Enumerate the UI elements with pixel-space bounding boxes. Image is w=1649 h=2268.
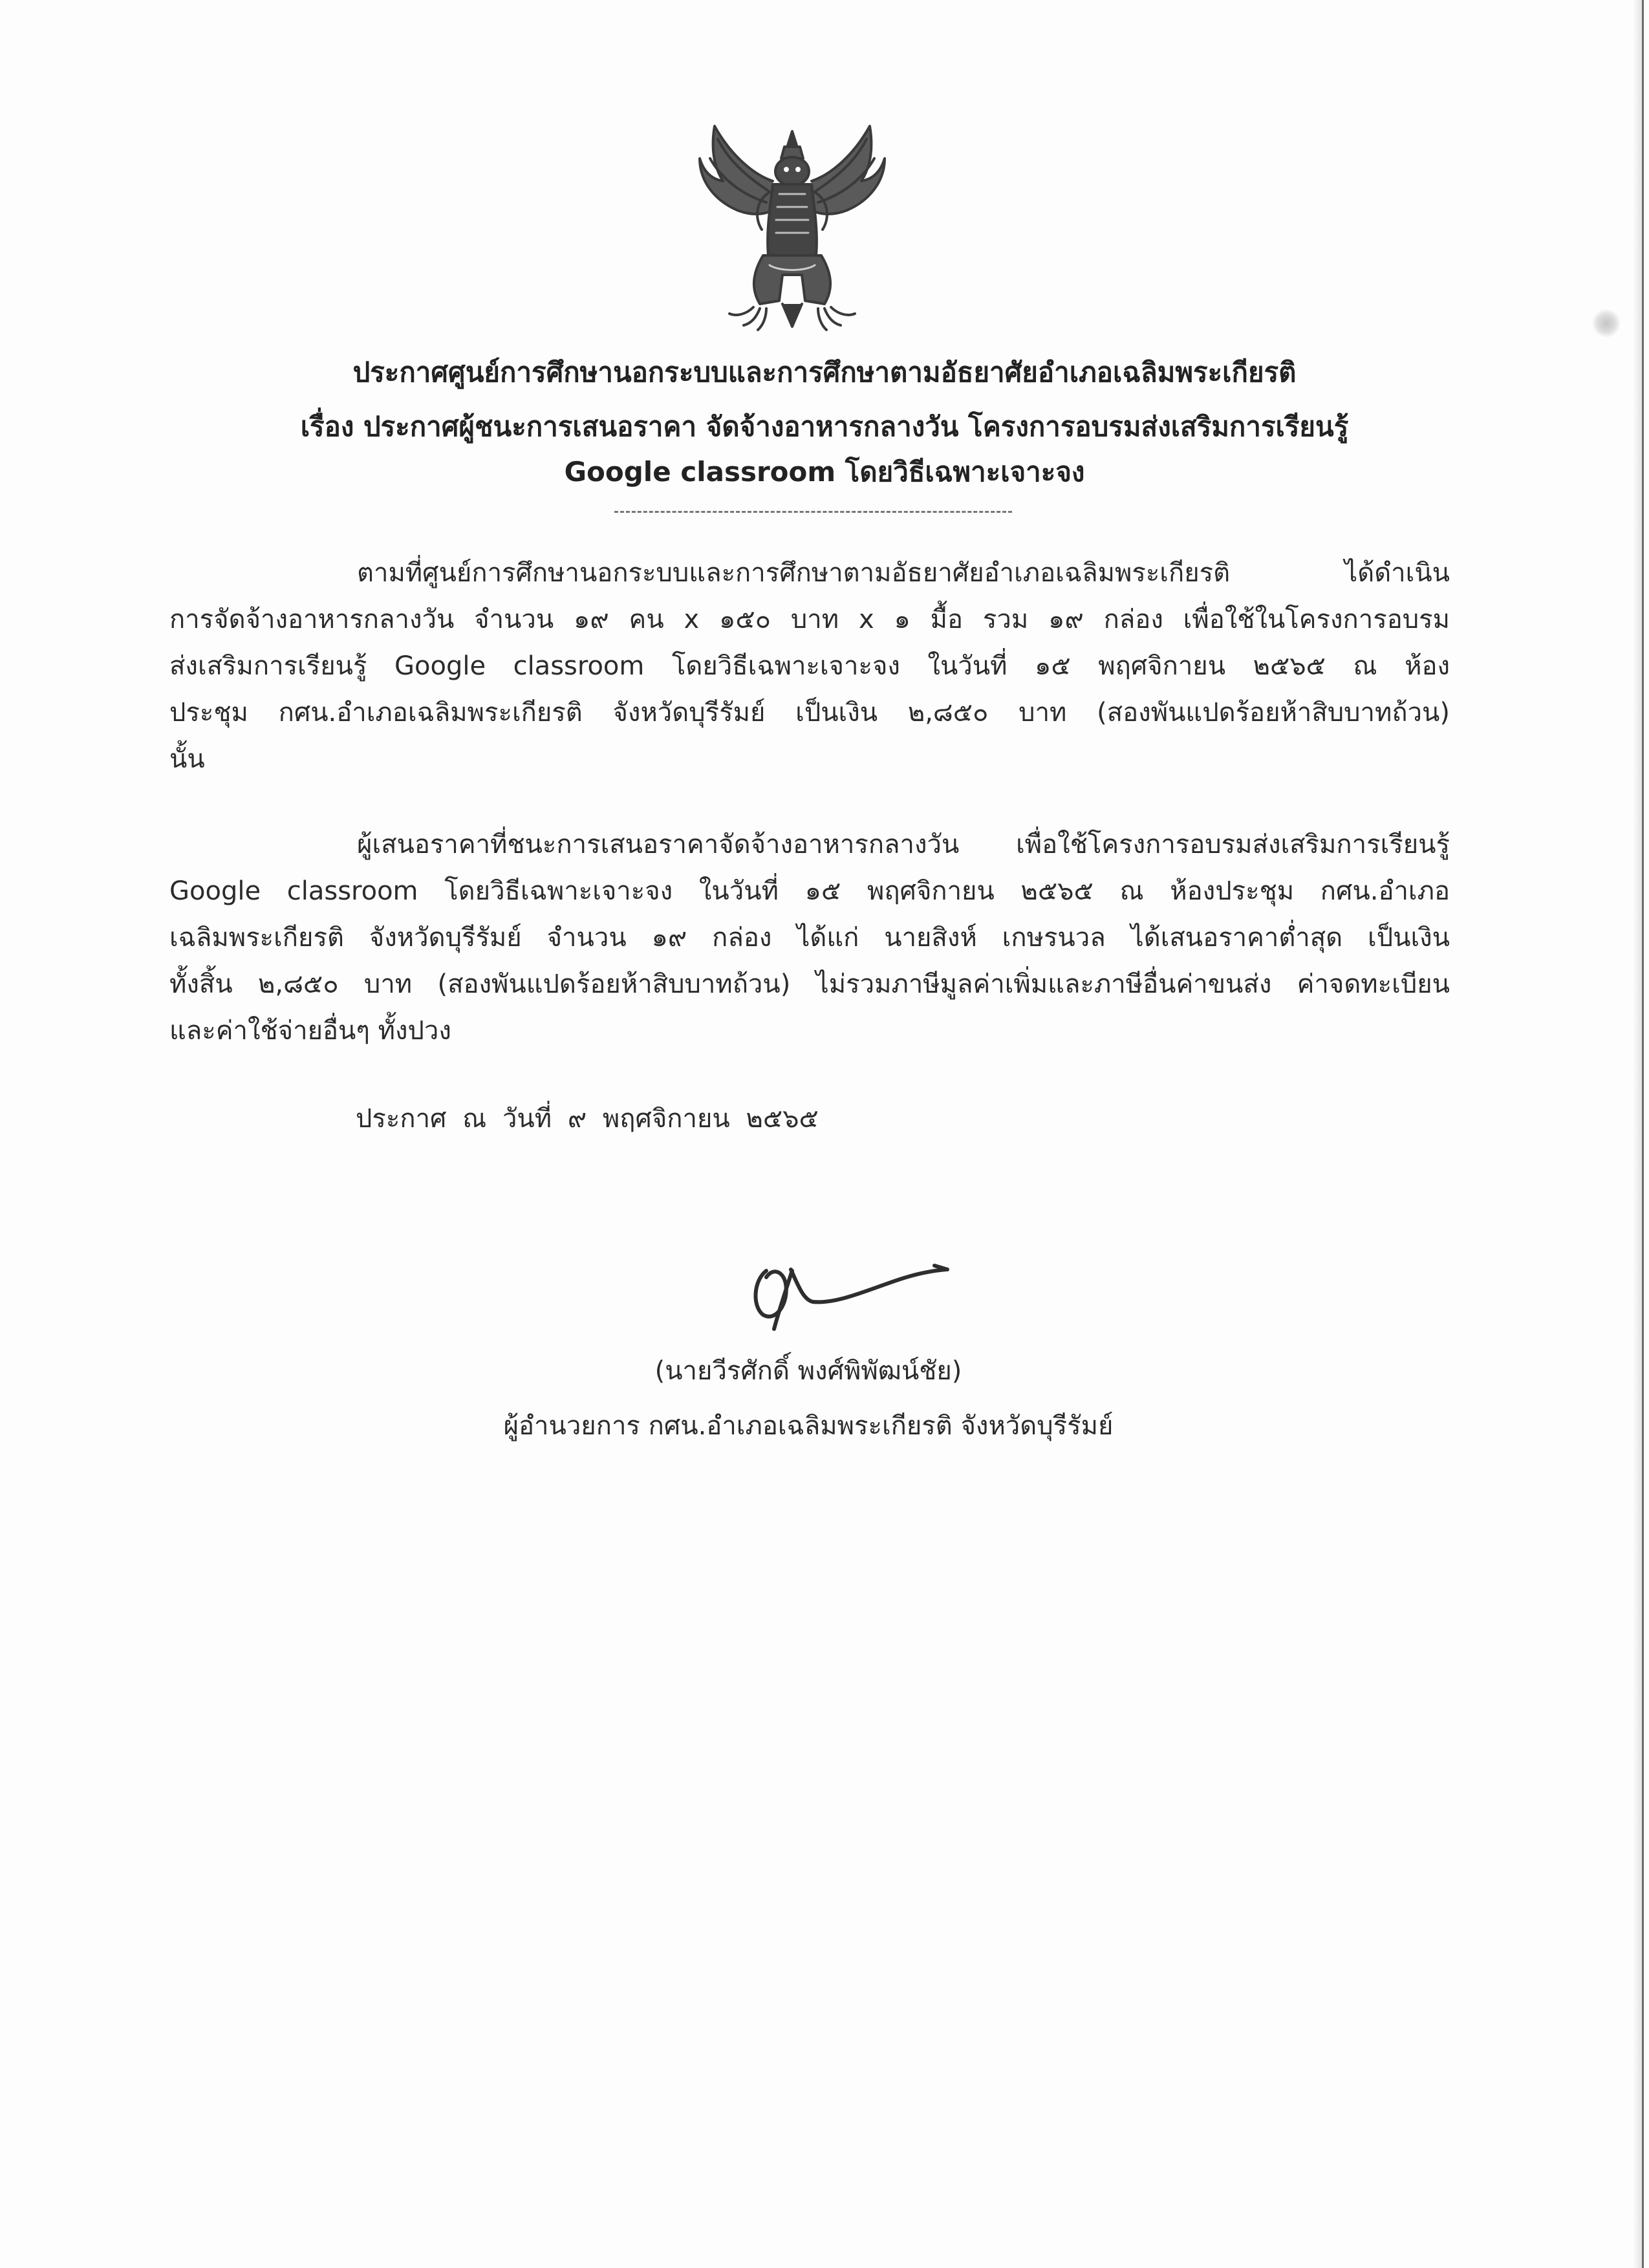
handwritten-signature bbox=[740, 1232, 954, 1342]
paragraph-2 bbox=[169, 821, 1450, 1054]
paragraph-1 bbox=[169, 550, 1450, 783]
scan-edge-line bbox=[1642, 0, 1644, 2268]
paragraph-2-line: เฉลิมพระเกียรติ จังหวัดบุรีรัมย์ จำนวน ๑๙ กล่อง ได้แก่ นายสิงห์ เกษรนวล ได้เสนอราคาต่ำสุด เป็นเงิน bbox=[169, 923, 1450, 953]
paragraph-1-line: ส่งเสริมการเรียนรู้ Google classroom โดยวิธีเฉพาะเจาะจง ในวันที่ ๑๕ พฤศจิกายน ๒๕๖๕ ณ ห้อง bbox=[169, 651, 1450, 681]
paragraph-1-line: ตามที่ศูนย์การศึกษานอกระบบและการศึกษาตามอัธยาศัยอำเภอเฉลิมพระเกียรติ ได้ดำเนิน bbox=[357, 558, 1450, 588]
scan-smudge bbox=[1592, 309, 1621, 338]
paragraph-1-line: การจัดจ้างอาหารกลางวัน จำนวน ๑๙ คน x ๑๕๐ บาท x ๑ มื้อ รวม ๑๙ กล่อง เพื่อใช้ในโครงการอบรม bbox=[169, 605, 1450, 634]
heading-divider bbox=[614, 511, 1012, 513]
paragraph-2-line: และค่าใช้จ่ายอื่นๆ ทั้งปวง bbox=[169, 1016, 451, 1046]
paragraph-2-line: ผู้เสนอราคาที่ชนะการเสนอราคาจัดจ้างอาหารกลางวัน เพื่อใช้โครงการอบรมส่งเสริมการเรียนรู้ bbox=[357, 830, 1450, 859]
signer-title: ผู้อำนวยการ กศน.อำเภอเฉลิมพระเกียรติ จังหวัดบุรีรัมย์ bbox=[503, 1411, 1114, 1441]
announcement-date: ประกาศ ณ วันที่ ๙ พฤศจิกายน ๒๕๖๕ bbox=[356, 1104, 819, 1134]
paragraph-1-line: ประชุม กศน.อำเภอเฉลิมพระเกียรติ จังหวัดบุรีรัมย์ เป็นเงิน ๒,๘๕๐ บาท (สองพันแปดร้อยห้าสิบบาทถ้วน) bbox=[169, 698, 1450, 728]
scan-edge-shadow bbox=[1633, 0, 1642, 2268]
signer-name: (นายวีรศักดิ์ พงศ์พิพัฒน์ชัย) bbox=[654, 1356, 962, 1386]
garuda-emblem-icon bbox=[692, 120, 892, 333]
announcement-heading: ประกาศศูนย์การศึกษานอกระบบและการศึกษาตามอัธยาศัยอำเภอเฉลิมพระเกียรติ bbox=[352, 356, 1297, 388]
subject-line: เรื่อง ประกาศผู้ชนะการเสนอราคา จัดจ้างอาหารกลางวัน โครงการอบรมส่งเสริมการเรียนรู้ bbox=[300, 411, 1349, 442]
paragraph-2-line: ทั้งสิ้น ๒,๘๕๐ บาท (สองพันแปดร้อยห้าสิบบาทถ้วน) ไม่รวมภาษีมูลค่าเพิ่มและภาษีอื่นค่าขนส่ง ค่าจดทะเบียน bbox=[169, 969, 1450, 999]
paragraph-1-line: นั้น bbox=[169, 744, 205, 774]
subject-line-continued: Google classroom โดยวิธีเฉพาะเจาะจง bbox=[564, 456, 1085, 488]
paragraph-2-line: Google classroom โดยวิธีเฉพาะเจาะจง ในวันที่ ๑๕ พฤศจิกายน ๒๕๖๕ ณ ห้องประชุม กศน.อำเภอ bbox=[169, 876, 1450, 906]
